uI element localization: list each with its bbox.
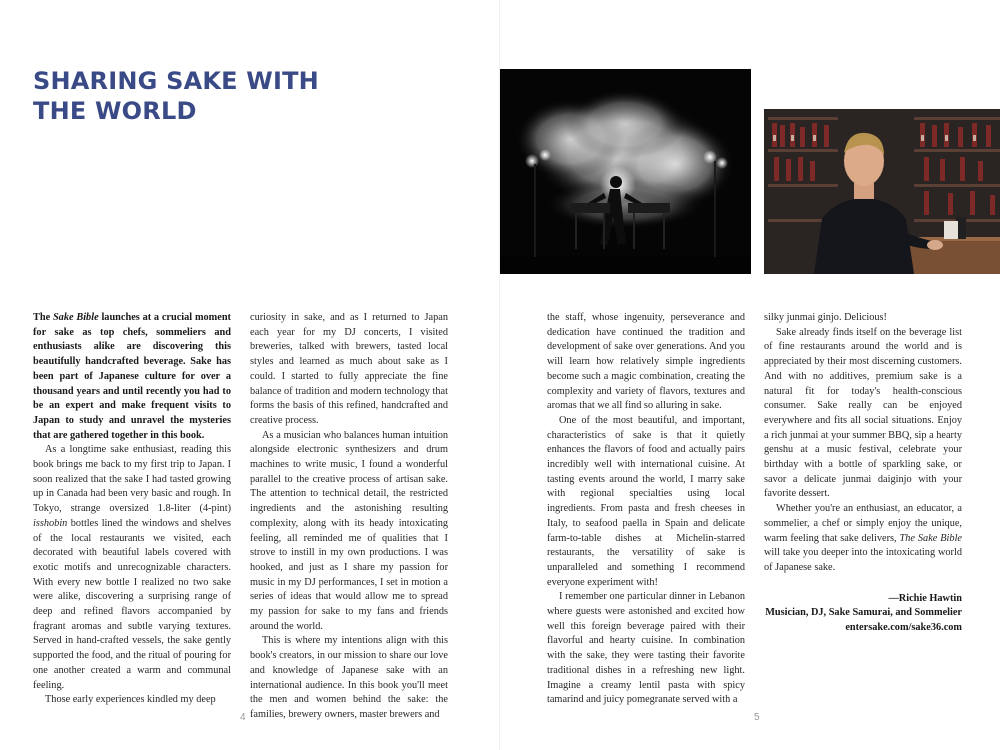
portrait-photo-graphic xyxy=(764,109,1000,274)
paragraph-longtime xyxy=(33,443,231,693)
whether-before: Whether you're an enthusiast, an educator, a sommelier, a chef or simply enjoy the unique, warm feeling that sake delivers, xyxy=(764,503,962,544)
paragraph-musician: As a musician who balances human intuition alongside electronic synthesizers and drum machines to write music, I found a wonderful parallel to the creative process of artisan sake. The attention to technical detail, the restricted ingredients and the astonishing resulting complexity, along with its heady intoxicating feeling, all reminded me of qualities that I strove to instill in my own productions. I was hooked, and just as I share my passion for music in my DJ performances, I set in motion a series of ideas that would allow me to spread my passion for sake to my fans and friends around the world. xyxy=(250,429,448,632)
paragraph-curiosity: curiosity in sake, and as I returned to Japan each year for my DJ concerts, I visited breweries, talked with brewers, tasted local styles and learned as much about sake as I could. I started to fully appreciate the fine balance of tradition and modern technology that forms the basis of this refined, handcrafted and creative process. xyxy=(250,312,448,426)
signature-block xyxy=(764,592,962,636)
column-2 xyxy=(250,311,448,723)
signature-role: Musician, DJ, Sake Samurai, and Sommelier xyxy=(765,607,962,619)
lead-the: The xyxy=(33,312,53,323)
lead-paragraph xyxy=(33,311,231,443)
longtime-term: isshobin xyxy=(33,517,68,529)
title-line-1: SHARING SAKE WITH xyxy=(33,67,319,95)
paragraph-staff: the staff, whose ingenuity, perseverance and dedication have continued the tradition and development of sake over generations. And you will learn how relatively simple ingredients become such a magic combination, creating the complexity and variety of flavors, textures and aromas that we all find so alluring in sake. xyxy=(547,312,745,412)
lead-book-title: Sake Bible xyxy=(52,312,99,323)
paragraph-intentions: This is where my intentions align with this book's creators, in our mission to share our love and knowledge of Japanese sake with an international audience. In this book you'll meet the men and women behind the sake: the families, brewery owners, master brewers and xyxy=(250,635,448,720)
signature-site: entersake.com/sake36.com xyxy=(845,622,962,634)
portrait-photo xyxy=(764,109,1000,274)
longtime-after: bottles lined the windows and shelves of the local restaurants we visited, each decorated with beautiful labels covered with exotic motifs and unrecognizable characters. With every new bottle I realized no two sake were alike, discovering a surprising range of deep and refined flavors accompanied by fragrant aromas and subtle varying textures. Served in hand-crafted vessels, the sake gently supported the food, and the ritual of pouring for one another created a warm and communal feeling. xyxy=(33,517,231,691)
paragraph-already: Sake already finds itself on the beverage list of fine restaurants around the world and is appreciated by their most discerning customers. And with no additives, premium sake is a natural fit for today's health-conscious consumer. Sake really can be enjoyed everywhere and fits all social situations. Enjoy a rich junmai at your summer BBQ, sip a hearty genshu at a music festival, celebrate your birthday with a bottle of sparkling sake, or savor a delicate junmai daiginjo with your favorite dessert. xyxy=(764,326,962,500)
paragraph-beautiful: One of the most beautiful, and important, characteristics of sake is that it quietly enhances the flavors of food and actually pairs incredibly well with international cuisine. At tasting events around the world, I marry sake with regional specialties using local ingredients. From pasta and fresh cheeses in Italy, to seafood paella in Spain and delicate farm-to-table dishes at Michelin-starred restaurants, the versatility of sake is unparalleled and something I recommend everyone experiment with! xyxy=(547,414,745,588)
concert-photo-graphic xyxy=(500,69,751,274)
page-title xyxy=(33,66,333,126)
whether-book-title: The Sake Bible xyxy=(899,532,963,544)
longtime-before: As a longtime sake enthusiast, reading this book brings me back to my first trip to Japan. I soon realized that the sake I had tasted growing up in Canada had been very basic and rough. In Tokyo, strange oversized 1.8-liter (4-pint) xyxy=(33,444,231,515)
signature-name: —Richie Hawtin xyxy=(888,592,962,604)
column-4 xyxy=(764,311,962,636)
paragraph-lebanon: I remember one particular dinner in Lebanon where guests were astonished and excited how well this foreign beverage paired with their flavorful and hearty cuisine. In combination with the sake, they were tasting their favorite traditional dishes in a refreshing new light. Imagine a creamy lentil pasta with spicy tamarind and juicy pomegranate served with a xyxy=(547,591,745,706)
paragraph-silky: silky junmai ginjo. Delicious! xyxy=(764,312,887,323)
column-3 xyxy=(547,311,745,708)
whether-after: will take you deeper into the intoxicating world of Japanese sake. xyxy=(764,547,962,573)
title-line-2: THE WORLD xyxy=(33,97,197,125)
page-number-left: 4 xyxy=(240,712,246,723)
concert-stage-photo xyxy=(500,69,751,274)
lead-text: launches at a crucial moment for sake as top chefs, sommeliers and enthusiasts alike are discovering this beautifully handcrafted beverage. Sake has been part of Japanese culture for over a thousand years and until recently you had to be an expert and make frequent visits to Japan to study and unravel the mysteries that are gathered together in this book. xyxy=(33,312,231,441)
paragraph-whether xyxy=(764,502,962,576)
column-1 xyxy=(33,311,231,708)
page-number-right: 5 xyxy=(754,712,760,723)
paragraph-early: Those early experiences kindled my deep xyxy=(45,694,216,706)
